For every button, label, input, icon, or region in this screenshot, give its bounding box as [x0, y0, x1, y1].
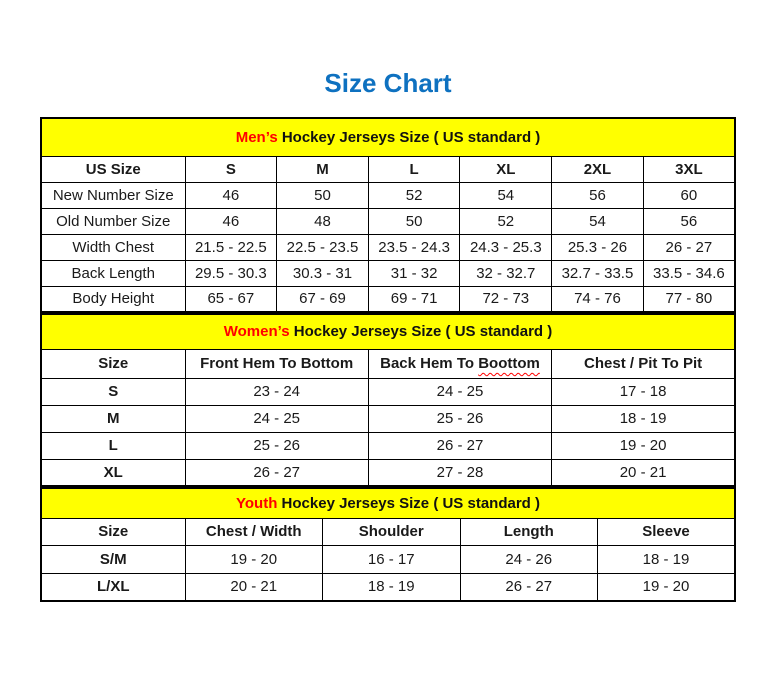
page-title: Size Chart [324, 68, 452, 98]
size-value-cell: 77 - 80 [643, 286, 735, 312]
size-value-cell: 18 - 19 [552, 405, 735, 432]
size-value-cell: 18 - 19 [598, 545, 736, 573]
size-value-cell: 50 [277, 182, 369, 208]
size-value-cell: 54 [552, 208, 644, 234]
womens-column-header: Chest / Pit To Pit [552, 349, 735, 378]
mens-size-table [40, 117, 736, 313]
size-value-cell: 54 [460, 182, 552, 208]
size-value-cell: 17 - 18 [552, 378, 735, 405]
size-value-cell: 26 - 27 [643, 234, 735, 260]
size-value-cell: 24.3 - 25.3 [460, 234, 552, 260]
youth-table-row [41, 545, 735, 573]
row-label: S [41, 378, 185, 405]
mens-column-header: 2XL [552, 156, 644, 182]
womens-table-row [41, 459, 735, 486]
size-value-cell: 20 - 21 [552, 459, 735, 486]
size-value-cell: 29.5 - 30.3 [185, 260, 277, 286]
size-value-cell: 69 - 71 [368, 286, 460, 312]
size-value-cell: 23.5 - 24.3 [368, 234, 460, 260]
mens-column-header: L [368, 156, 460, 182]
size-value-cell: 21.5 - 22.5 [185, 234, 277, 260]
size-value-cell: 72 - 73 [460, 286, 552, 312]
row-label: S/M [41, 545, 185, 573]
size-value-cell: 26 - 27 [368, 432, 551, 459]
size-value-cell: 60 [643, 182, 735, 208]
size-value-cell: 19 - 20 [552, 432, 735, 459]
row-label: M [41, 405, 185, 432]
size-value-cell: 24 - 26 [460, 545, 598, 573]
mens-table-row [41, 182, 735, 208]
mens-table-row [41, 260, 735, 286]
size-value-cell: 23 - 24 [185, 378, 368, 405]
row-label: L/XL [41, 573, 185, 601]
row-label: Back Length [41, 260, 185, 286]
size-value-cell: 25 - 26 [368, 405, 551, 432]
size-value-cell: 46 [185, 208, 277, 234]
youth-column-header: Sleeve [598, 518, 736, 545]
size-value-cell: 25.3 - 26 [552, 234, 644, 260]
mens-section-title: Men’s Hockey Jerseys Size ( US standard ) [41, 118, 735, 156]
womens-table-row [41, 432, 735, 459]
size-value-cell: 26 - 27 [185, 459, 368, 486]
womens-column-header: Back Hem To Boottom [368, 349, 551, 378]
mens-table-row [41, 286, 735, 312]
size-value-cell: 19 - 20 [598, 573, 736, 601]
size-value-cell: 67 - 69 [277, 286, 369, 312]
size-value-cell: 30.3 - 31 [277, 260, 369, 286]
size-chart-document [40, 0, 736, 602]
mens-column-header: US Size [41, 156, 185, 182]
size-value-cell: 65 - 67 [185, 286, 277, 312]
womens-title-highlight: Women’s [223, 323, 290, 341]
womens-section-title: Women’s Hockey Jerseys Size ( US standard ) [41, 314, 735, 349]
size-value-cell: 31 - 32 [368, 260, 460, 286]
mens-column-header: M [277, 156, 369, 182]
size-value-cell: 24 - 25 [368, 378, 551, 405]
row-label: New Number Size [41, 182, 185, 208]
size-value-cell: 32 - 32.7 [460, 260, 552, 286]
youth-column-header: Shoulder [323, 518, 461, 545]
youth-size-table [40, 487, 736, 602]
youth-column-header: Size [41, 518, 185, 545]
size-value-cell: 56 [552, 182, 644, 208]
womens-column-header: Front Hem To Bottom [185, 349, 368, 378]
womens-table-row [41, 378, 735, 405]
mens-table-row [41, 234, 735, 260]
size-value-cell: 48 [277, 208, 369, 234]
size-value-cell: 24 - 25 [185, 405, 368, 432]
size-value-cell: 19 - 20 [185, 545, 323, 573]
size-value-cell: 32.7 - 33.5 [552, 260, 644, 286]
youth-column-header: Length [460, 518, 598, 545]
tables-stack [40, 117, 736, 602]
row-label: Old Number Size [41, 208, 185, 234]
youth-section-title: Youth Hockey Jerseys Size ( US standard ) [41, 488, 735, 518]
mens-title-highlight: Men’s [235, 128, 278, 146]
size-value-cell: 20 - 21 [185, 573, 323, 601]
size-value-cell: 52 [368, 182, 460, 208]
youth-column-header: Chest / Width [185, 518, 323, 545]
size-value-cell: 46 [185, 182, 277, 208]
womens-column-header: Size [41, 349, 185, 378]
row-label: XL [41, 459, 185, 486]
size-value-cell: 56 [643, 208, 735, 234]
size-value-cell: 27 - 28 [368, 459, 551, 486]
mens-column-header: XL [460, 156, 552, 182]
size-value-cell: 18 - 19 [323, 573, 461, 601]
misspelled-word: Boottom [478, 355, 540, 372]
womens-size-table [40, 313, 736, 487]
mens-table-row [41, 208, 735, 234]
size-value-cell: 25 - 26 [185, 432, 368, 459]
size-value-cell: 22.5 - 23.5 [277, 234, 369, 260]
row-label: Body Height [41, 286, 185, 312]
youth-title-highlight: Youth [236, 494, 278, 512]
womens-table-row [41, 405, 735, 432]
size-value-cell: 50 [368, 208, 460, 234]
row-label: L [41, 432, 185, 459]
size-value-cell: 33.5 - 34.6 [643, 260, 735, 286]
size-value-cell: 26 - 27 [460, 573, 598, 601]
youth-table-row [41, 573, 735, 601]
mens-column-header: 3XL [643, 156, 735, 182]
size-value-cell: 74 - 76 [552, 286, 644, 312]
mens-column-header: S [185, 156, 277, 182]
size-value-cell: 52 [460, 208, 552, 234]
row-label: Width Chest [41, 234, 185, 260]
size-value-cell: 16 - 17 [323, 545, 461, 573]
